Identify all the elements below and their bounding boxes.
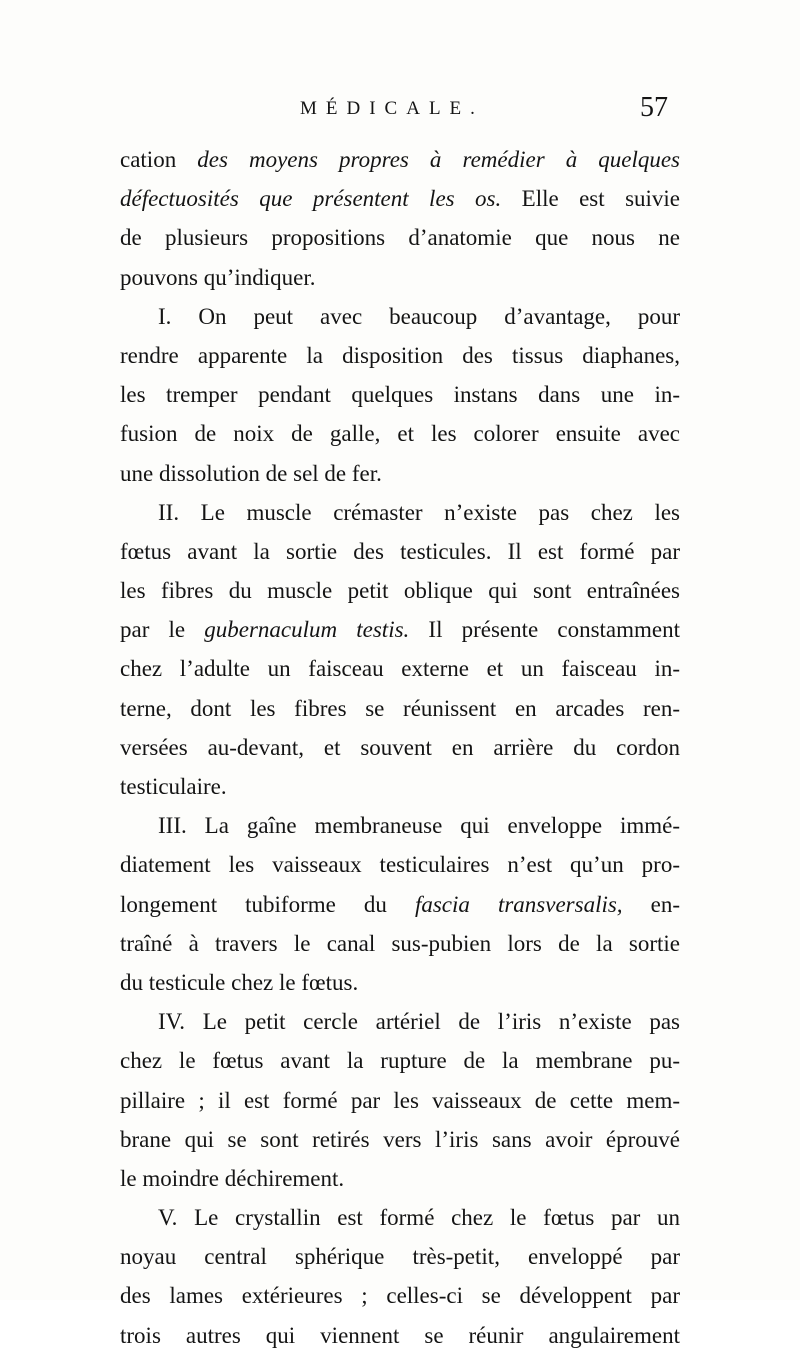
paragraph-ii — [120, 493, 680, 807]
text-line — [120, 532, 680, 571]
text-run: chez l’adulte un faisceau externe et un faisceau in- — [120, 656, 680, 682]
text-line — [120, 179, 680, 218]
text-run: fusion de noix de galle, et les colorer ensuite avec — [120, 421, 680, 447]
text-run: une dissolution de sel de fer. — [120, 460, 382, 486]
text-run: pouvons qu’indiquer. — [120, 264, 316, 290]
paragraph-i — [120, 297, 680, 493]
text-run: diatement les vaisseaux testiculaires n’est qu’un pro- — [120, 852, 680, 878]
text-run: III. La gaîne membraneuse qui enveloppe immé- — [158, 813, 680, 839]
italic-text: gubernaculum testis. — [204, 617, 410, 643]
text-run: I. On peut avec beaucoup d’avantage, pour — [158, 303, 680, 329]
page-number: 57 — [640, 92, 668, 123]
text-run: pillaire ; il est formé par les vaisseaux de cette mem- — [120, 1087, 680, 1113]
text-run: Elle est suivie — [501, 186, 681, 212]
text-line — [120, 1316, 680, 1355]
text-line — [120, 728, 680, 767]
italic-text: des moyens propres à remédier à quelques — [197, 147, 681, 172]
text-run: traîné à travers le canal sus-pubien lors de la sortie — [120, 930, 680, 956]
text-line — [120, 454, 680, 493]
text-line — [120, 1041, 680, 1080]
text-line — [120, 1002, 680, 1041]
text-run: versées au-devant, et souvent en arrière du cordon — [120, 734, 680, 760]
text-run: Il présente constamment — [409, 617, 681, 643]
text-run: les fibres du muscle petit oblique qui sont entraînées — [120, 578, 680, 604]
text-run: le moindre déchirement. — [120, 1165, 345, 1191]
running-head — [0, 92, 800, 132]
text-run: terne, dont les fibres se réunissent en arcades ren- — [120, 695, 680, 721]
text-run: V. Le crystallin est formé chez le fœtus par un — [158, 1205, 680, 1231]
text-line — [120, 336, 680, 375]
text-run: cation — [120, 147, 198, 172]
text-line — [120, 258, 680, 297]
text-run: longement tubiforme du — [120, 891, 415, 917]
text-line — [120, 963, 680, 1002]
text-line — [120, 140, 680, 179]
italic-text: défectuosités que présentent les os. — [120, 186, 502, 212]
text-run: par le — [120, 617, 205, 643]
text-run: chez le fœtus avant la rupture de la membrane pu- — [120, 1048, 680, 1074]
text-line — [120, 1120, 680, 1159]
text-line — [120, 610, 680, 649]
text-run: testiculaire. — [120, 774, 227, 799]
paragraph-v — [120, 1198, 680, 1355]
text-run: en- — [622, 891, 680, 917]
text-line — [120, 218, 680, 257]
text-run: fœtus avant la sortie des testicules. Il est formé par — [120, 538, 680, 564]
text-line — [120, 689, 680, 728]
text-line — [120, 649, 680, 688]
paragraph-intro — [120, 140, 680, 297]
text-run: les tremper pendant quelques instans dans une in- — [120, 382, 680, 408]
text-run: du testicule chez le fœtus. — [120, 969, 359, 995]
text-line — [120, 571, 680, 610]
text-run: II. Le muscle crémaster n’existe pas chez les — [158, 499, 680, 525]
text-line — [120, 767, 680, 806]
text-line — [120, 414, 680, 453]
text-line — [120, 1159, 680, 1198]
text-line — [120, 1198, 680, 1237]
text-run: IV. Le petit cercle artériel de l’iris n’existe pas — [158, 1009, 680, 1035]
text-line — [120, 493, 680, 532]
text-line — [120, 1081, 680, 1120]
text-run: de plusieurs propositions d’anatomie que nous ne — [120, 225, 680, 251]
text-line — [120, 297, 680, 336]
text-line — [120, 885, 680, 924]
paragraph-iii — [120, 806, 680, 1002]
italic-text: fascia transversalis, — [414, 891, 623, 917]
text-line — [120, 1276, 680, 1315]
text-run: trois autres qui viennent se réunir angulairement — [120, 1322, 680, 1348]
text-line — [120, 806, 680, 845]
text-line — [120, 375, 680, 414]
text-line — [120, 845, 680, 884]
text-run: noyau central sphérique très-petit, enveloppé par — [120, 1244, 680, 1270]
text-run: des lames extérieures ; celles-ci se développent par — [120, 1283, 680, 1309]
text-run: brane qui se sont retirés vers l’iris sans avoir éprouvé — [120, 1126, 680, 1152]
text-run: rendre apparente la disposition des tissus diaphanes, — [120, 342, 680, 368]
body-text — [120, 140, 680, 1355]
text-line — [120, 1237, 680, 1276]
text-line — [120, 924, 680, 963]
paragraph-iv — [120, 1002, 680, 1198]
running-title: MÉDICALE. — [300, 98, 484, 119]
